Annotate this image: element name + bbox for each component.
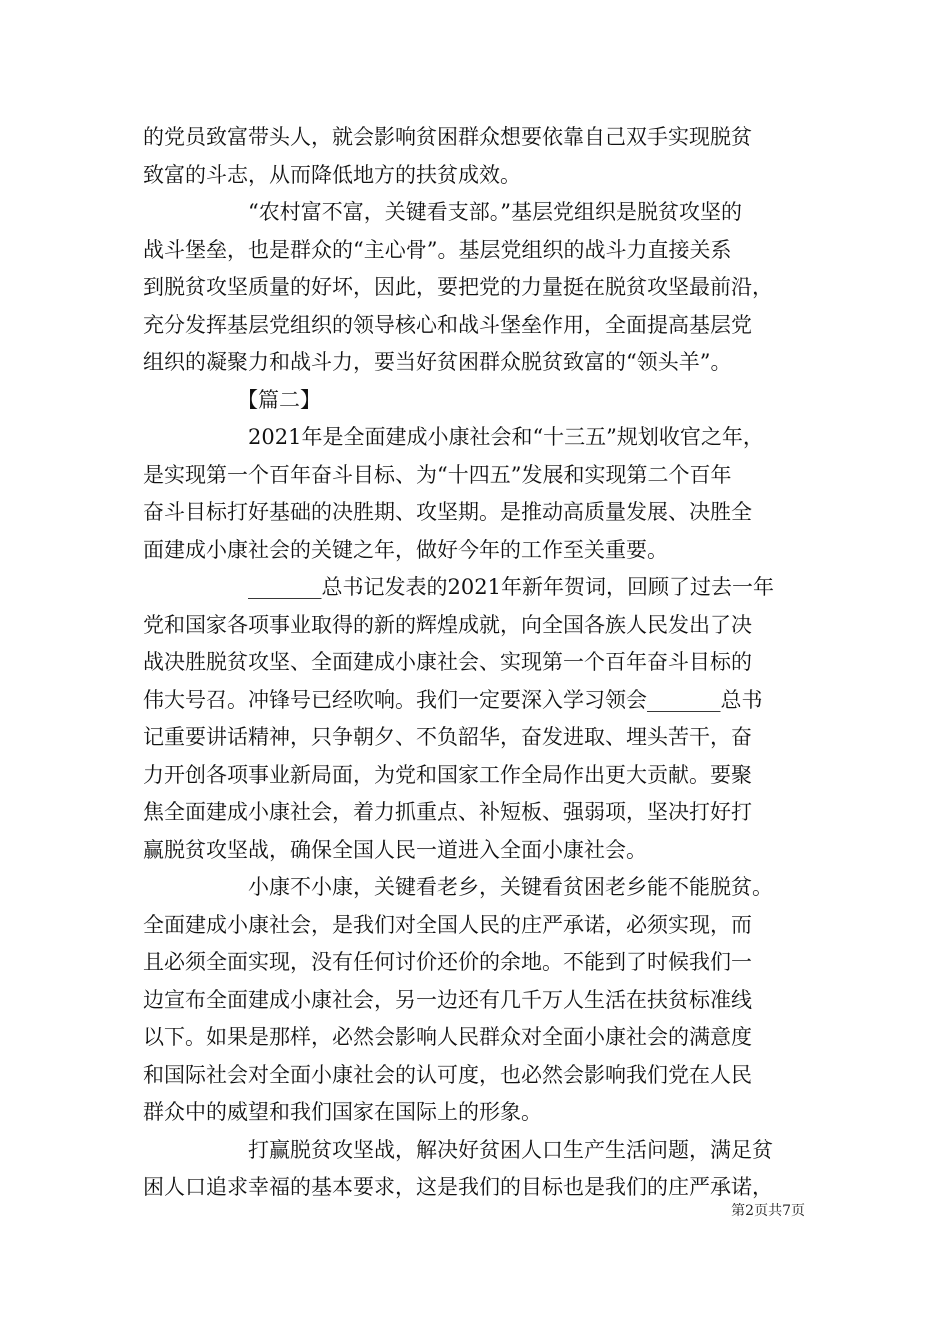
section-heading: 【篇二】 bbox=[237, 387, 321, 412]
text-line: “农村富不富，关键看支部。”基层党组织是脱贫攻坚的 bbox=[248, 200, 742, 224]
text-line: 组织的凝聚力和战斗力，要当好贫困群众脱贫致富的“领头羊”。 bbox=[143, 350, 732, 374]
text-line: 赢脱贫攻坚战，确保全国人民一道进入全面小康社会。 bbox=[143, 837, 647, 862]
text-line: 全面建成小康社会，是我们对全国人民的庄严承诺，必须实现，而 bbox=[143, 912, 752, 937]
text-line: 战决胜脱贫攻坚、全面建成小康社会、实现第一个百年奋斗目标的 bbox=[143, 650, 752, 674]
text-line: 力开创各项事业新局面，为党和国家工作全局作出更大贡献。要聚 bbox=[143, 762, 752, 787]
text-line: 奋斗目标打好基础的决胜期、攻坚期。是推动高质量发展、决胜全 bbox=[143, 500, 752, 524]
text-line: 焦全面建成小康社会，着力抓重点、补短板、强弱项，坚决打好打 bbox=[143, 800, 752, 824]
text-line: 群众中的威望和我们国家在国际上的形象。 bbox=[143, 1100, 542, 1124]
text-line: 的党员致富带头人，就会影响贫困群众想要依靠自己双手实现脱贫 bbox=[143, 125, 752, 149]
text-line: 充分发挥基层党组织的领导核心和战斗堡垒作用，全面提高基层党 bbox=[143, 312, 752, 337]
text-line: 边宣布全面建成小康社会，另一边还有几千万人生活在扶贫标准线 bbox=[143, 987, 752, 1012]
page-number: 第2页共7页 bbox=[731, 1203, 805, 1219]
text-line: 小康不小康，关键看老乡，关键看贫困老乡能不能脱贫。 bbox=[248, 875, 773, 899]
text-line: 困人口追求幸福的基本要求，这是我们的目标也是我们的庄严承诺， bbox=[143, 1175, 773, 1199]
text-line: 打赢脱贫攻坚战，解决好贫困人口生产生活问题，满足贫 bbox=[248, 1137, 773, 1162]
text-line: 2021年是全面建成小康社会和“十三五”规划收官之年， bbox=[248, 425, 764, 449]
text-line: 面建成小康社会的关键之年，做好今年的工作至关重要。 bbox=[143, 537, 668, 562]
text-line: 到脱贫攻坚质量的好坏，因此，要把党的力量挺在脱贫攻坚最前沿， bbox=[143, 275, 773, 299]
text-line: 致富的斗志，从而降低地方的扶贫成效。 bbox=[143, 162, 521, 187]
document-body bbox=[143, 119, 823, 1207]
text-line: 和国际社会对全面小康社会的认可度，也必然会影响我们党在人民 bbox=[143, 1062, 752, 1087]
text-line: 党和国家各项事业取得的新的辉煌成就，向全国各族人民发出了决 bbox=[143, 612, 752, 637]
text-line: _______总书记发表的2021年新年贺词，回顾了过去一年 bbox=[248, 575, 774, 599]
text-line: 以下。如果是那样，必然会影响人民群众对全面小康社会的满意度 bbox=[143, 1025, 752, 1049]
text-line: 记重要讲话精神，只争朝夕、不负韶华，奋发进取、埋头苦干，奋 bbox=[143, 725, 752, 749]
text-line: 且必须全面实现，没有任何讨价还价的余地。不能到了时候我们一 bbox=[143, 950, 752, 974]
text-line: 伟大号召。冲锋号已经吹响。我们一定要深入学习领会_______总书 bbox=[143, 687, 763, 712]
text-line: 是实现第一个百年奋斗目标、为“十四五”发展和实现第二个百年 bbox=[143, 462, 732, 487]
text-line: 战斗堡垒，也是群众的“主心骨”。基层党组织的战斗力直接关系 bbox=[143, 237, 732, 262]
